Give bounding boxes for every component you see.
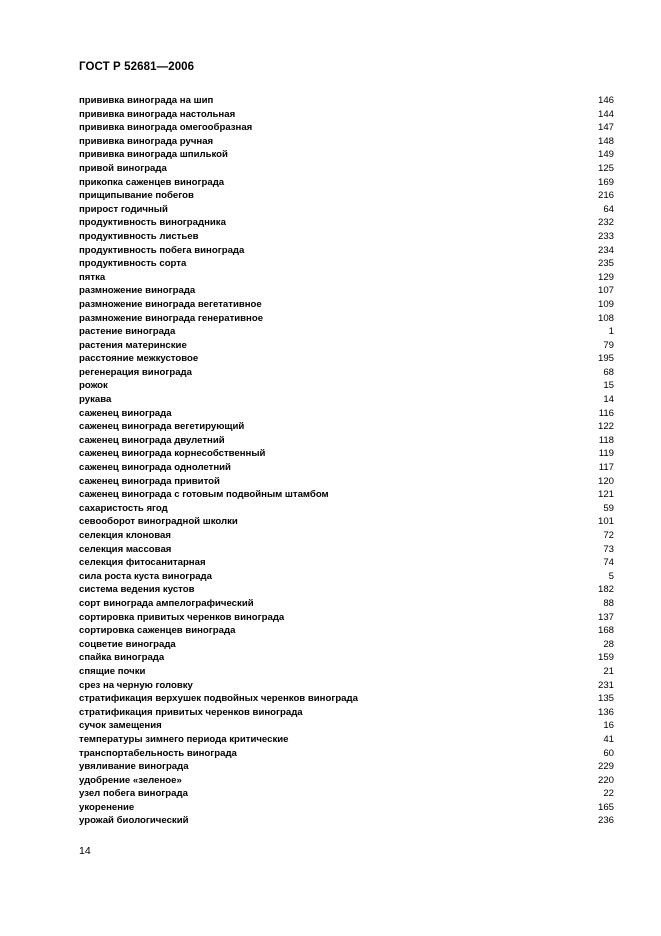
index-term-number: 231 — [597, 679, 614, 691]
index-entry — [79, 624, 614, 638]
index-term: саженец винограда — [79, 407, 172, 419]
index-entry — [79, 407, 614, 421]
index-entry — [79, 583, 614, 597]
index-term: транспортабельность винограда — [79, 747, 237, 759]
index-term: саженец винограда вегетирующий — [79, 421, 245, 433]
index-term-number: 144 — [597, 108, 614, 120]
index-term-number: 169 — [597, 176, 614, 188]
index-term-number: 234 — [597, 244, 614, 256]
index-term-number: 1 — [608, 326, 614, 338]
index-term: саженец винограда с готовым подвойным штамбом — [79, 489, 329, 501]
index-term: сила роста куста винограда — [79, 570, 212, 582]
index-entry — [79, 651, 614, 665]
index-entry — [79, 257, 614, 271]
index-term: спящие почки — [79, 665, 146, 677]
page-number: 14 — [79, 845, 91, 857]
index-entry — [79, 801, 614, 815]
index-term: селекция фитосанитарная — [79, 557, 206, 569]
term-index — [79, 94, 614, 828]
index-term-number: 137 — [597, 611, 614, 623]
index-term: продуктивность виноградника — [79, 217, 226, 229]
index-term: прищипывание побегов — [79, 190, 194, 202]
index-term: соцветие винограда — [79, 638, 176, 650]
index-term-number: 168 — [597, 625, 614, 637]
index-term-number: 107 — [597, 285, 614, 297]
index-term: сортировка привитых черенков винограда — [79, 611, 285, 623]
index-term: стратификация верхушек подвойных черенков винограда — [79, 693, 358, 705]
index-term-number: 135 — [597, 693, 614, 705]
index-term-number: 5 — [608, 570, 614, 582]
index-entry — [79, 420, 614, 434]
index-entry — [79, 434, 614, 448]
index-term-number: 21 — [603, 665, 614, 677]
index-term-number: 72 — [603, 530, 614, 541]
index-entry — [79, 719, 614, 733]
index-entry — [79, 176, 614, 190]
index-term: прирост годичный — [79, 203, 168, 215]
index-entry — [79, 679, 614, 693]
index-term: продуктивность листьев — [79, 230, 199, 242]
index-entry — [79, 216, 614, 230]
index-entry — [79, 529, 614, 543]
index-term: привой винограда — [79, 162, 167, 174]
index-term-number: 109 — [597, 298, 614, 310]
index-entry — [79, 475, 614, 489]
index-term-number: 118 — [598, 434, 614, 446]
index-term-number: 22 — [603, 788, 614, 800]
index-term: расстояние межкустовое — [79, 353, 199, 365]
index-term-number: 129 — [597, 271, 614, 283]
index-term-number: 146 — [597, 95, 614, 106]
index-term-number: 117 — [598, 462, 614, 474]
index-term-number: 119 — [598, 448, 614, 460]
index-entry — [79, 135, 614, 149]
index-term: прививка винограда ручная — [79, 135, 214, 147]
index-term-number: 16 — [603, 720, 614, 732]
index-term-number: 68 — [603, 366, 614, 378]
index-entry — [79, 230, 614, 244]
index-term: прикопка саженцев винограда — [79, 176, 225, 188]
index-term-number: 60 — [603, 747, 614, 759]
index-term: размножение винограда — [79, 285, 196, 297]
index-term: рукава — [79, 394, 112, 406]
index-entry — [79, 638, 614, 652]
index-term-number: 165 — [597, 801, 614, 813]
index-term: удобрение «зеленое» — [79, 774, 182, 786]
index-entry — [79, 339, 614, 353]
index-term-number: 147 — [597, 122, 614, 134]
index-entry — [79, 352, 614, 366]
index-term: прививка винограда шпилькой — [79, 149, 228, 161]
index-entry — [79, 461, 614, 475]
index-entry — [79, 488, 614, 502]
index-term-number: 79 — [603, 339, 614, 351]
index-entry — [79, 774, 614, 788]
index-entry — [79, 760, 614, 774]
index-entry — [79, 787, 614, 801]
index-entry — [79, 94, 614, 108]
index-term: пятка — [79, 271, 106, 283]
index-entry — [79, 543, 614, 557]
index-term-number: 14 — [603, 394, 614, 406]
index-term-number: 101 — [597, 516, 614, 528]
index-term-number: 235 — [597, 258, 614, 270]
index-term: размножение винограда вегетативное — [79, 298, 262, 310]
index-term-number: 232 — [597, 217, 614, 229]
index-entry — [79, 108, 614, 122]
index-term-number: 159 — [597, 652, 614, 664]
index-term: селекция клоновая — [79, 530, 171, 541]
index-term: система ведения кустов — [79, 584, 195, 596]
index-entry — [79, 611, 614, 625]
index-term: срез на черную головку — [79, 679, 193, 691]
index-term-number: 195 — [597, 353, 614, 365]
index-term-number: 64 — [603, 203, 614, 215]
index-entry — [79, 733, 614, 747]
index-term-number: 28 — [603, 638, 614, 650]
index-term-number: 149 — [597, 149, 614, 161]
index-term: продуктивность побега винограда — [79, 244, 245, 256]
index-term: саженец винограда однолетний — [79, 462, 231, 474]
index-term: сучок замещения — [79, 720, 162, 732]
index-term-number: 216 — [597, 190, 614, 202]
index-term: размножение винограда генеративное — [79, 312, 264, 324]
index-entry — [79, 203, 614, 217]
index-term: растение винограда — [79, 326, 176, 338]
index-term: стратификация привитых черенков винограда — [79, 706, 303, 718]
index-term-number: 121 — [597, 489, 614, 501]
index-term: прививка винограда настольная — [79, 108, 236, 120]
index-entry — [79, 502, 614, 516]
index-term-number: 15 — [603, 380, 614, 392]
index-entry — [79, 814, 614, 828]
index-entry — [79, 298, 614, 312]
index-term: прививка винограда омегообразная — [79, 122, 253, 134]
index-term-number: 229 — [597, 761, 614, 773]
index-term: увяливание винограда — [79, 761, 189, 773]
index-term-number: 116 — [598, 407, 614, 419]
index-term: температуры зимнего периода критические — [79, 733, 289, 745]
index-entry — [79, 284, 614, 298]
index-term: саженец винограда корнесобственный — [79, 448, 266, 460]
index-entry — [79, 162, 614, 176]
index-entry — [79, 393, 614, 407]
index-entry — [79, 447, 614, 461]
index-term-number: 120 — [597, 475, 614, 487]
index-term-number: 59 — [603, 502, 614, 514]
index-term: урожай биологический — [79, 815, 189, 827]
index-term: узел побега винограда — [79, 788, 188, 800]
index-term-number: 220 — [597, 774, 614, 786]
index-entry — [79, 366, 614, 380]
index-entry — [79, 665, 614, 679]
index-term: сорт винограда ампелографический — [79, 597, 254, 609]
index-entry — [79, 312, 614, 326]
index-entry — [79, 706, 614, 720]
index-term: саженец винограда двулетний — [79, 434, 225, 446]
index-term-number: 148 — [597, 135, 614, 147]
index-term: сахаристость ягод — [79, 502, 168, 514]
index-term: растения материнские — [79, 339, 187, 351]
index-entry — [79, 556, 614, 570]
index-term-number: 182 — [597, 584, 614, 596]
document-header: ГОСТ Р 52681—2006 — [79, 61, 195, 73]
index-term: укоренение — [79, 801, 135, 813]
index-entry — [79, 325, 614, 339]
index-term-number: 236 — [597, 815, 614, 827]
index-term-number: 88 — [603, 597, 614, 609]
index-term: саженец винограда привитой — [79, 475, 220, 487]
index-term: регенерация винограда — [79, 366, 192, 378]
index-entry — [79, 121, 614, 135]
index-entry — [79, 244, 614, 258]
index-term: прививка винограда на шип — [79, 95, 214, 106]
index-entry — [79, 515, 614, 529]
index-term-number: 41 — [603, 733, 614, 745]
index-term: продуктивность сорта — [79, 258, 187, 270]
index-term-number: 233 — [597, 230, 614, 242]
index-term: селекция массовая — [79, 543, 172, 555]
index-entry — [79, 747, 614, 761]
index-term: спайка винограда — [79, 652, 165, 664]
index-term-number: 125 — [597, 162, 614, 174]
index-term-number: 108 — [597, 312, 614, 324]
index-entry — [79, 271, 614, 285]
index-term-number: 136 — [597, 706, 614, 718]
index-term-number: 74 — [603, 557, 614, 569]
index-term: севооборот виноградной школки — [79, 516, 238, 528]
index-entry — [79, 148, 614, 162]
index-term-number: 73 — [603, 543, 614, 555]
index-entry — [79, 597, 614, 611]
index-entry — [79, 570, 614, 584]
index-term: сортировка саженцев винограда — [79, 625, 236, 637]
index-entry — [79, 692, 614, 706]
index-term: рожок — [79, 380, 108, 392]
index-term-number: 122 — [597, 421, 614, 433]
index-entry — [79, 379, 614, 393]
index-entry — [79, 189, 614, 203]
